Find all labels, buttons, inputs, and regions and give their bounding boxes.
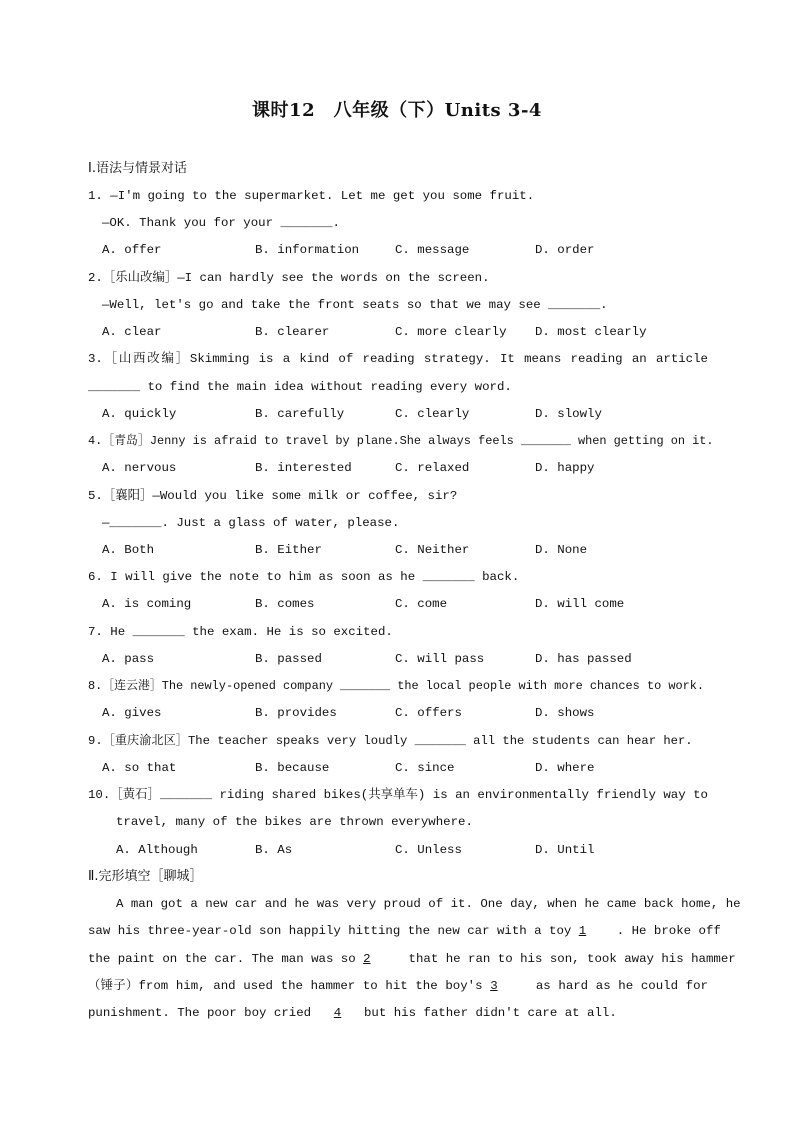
option-a[interactable]: A. offer — [102, 243, 162, 257]
option-c[interactable]: C. will pass — [395, 652, 485, 666]
option-c[interactable]: C. message — [395, 243, 470, 257]
question-5-reply: —_______. Just a glass of water, please. — [102, 516, 400, 530]
passage-text: punishment. The poor boy cried — [88, 1006, 319, 1020]
passage-text: . He broke off — [616, 924, 721, 938]
option-c[interactable]: C. offers — [395, 706, 462, 720]
question-6-text: 6. I will give the note to him as soon as he _______ back. — [88, 570, 520, 584]
passage-line-1: A man got a new car and he was very proud of it. One day, when he came back home, he — [116, 897, 741, 911]
question-2-text: 2.［乐山改编］—I can hardly see the words on the screen. — [88, 271, 490, 285]
blank-2[interactable]: 2 — [363, 952, 371, 966]
option-d[interactable]: D. slowly — [535, 407, 602, 421]
option-a[interactable]: A. is coming — [102, 597, 192, 611]
question-4-text: 4.［青岛］Jenny is afraid to travel by plane.She always feels _______ when getting on it. — [88, 434, 714, 448]
question-10-text-continued: travel, many of the bikes are thrown everywhere. — [116, 815, 473, 829]
passage-text: the paint on the car. The man was so — [88, 952, 364, 966]
option-d[interactable]: D. shows — [535, 706, 595, 720]
option-a[interactable]: A. gives — [102, 706, 162, 720]
passage-text: saw his three-year-old son happily hitting the new car with a toy — [88, 924, 579, 938]
question-3-text: 3.［山西改编］Skimming is a kind of reading strategy. It means reading an article — [88, 352, 708, 366]
option-d[interactable]: D. most clearly — [535, 325, 647, 339]
passage-text: that he ran to his son, took away his hammer — [401, 952, 736, 966]
question-3-text-continued: _______ to find the main idea without reading every word. — [88, 380, 512, 394]
option-b[interactable]: B. interested — [255, 461, 352, 475]
blank-4[interactable]: 4 — [333, 1006, 342, 1020]
option-c[interactable]: C. come — [395, 597, 448, 611]
option-b[interactable]: B. because — [255, 761, 330, 775]
option-c[interactable]: C. clearly — [395, 407, 470, 421]
option-c[interactable]: C. Neither — [395, 543, 470, 557]
blank-3[interactable]: 3 — [490, 979, 498, 993]
option-c[interactable]: C. relaxed — [395, 461, 470, 475]
question-2-reply: —Well, let's go and take the front seats so that we may see _______. — [102, 298, 608, 312]
option-b[interactable]: B. clearer — [255, 325, 330, 339]
passage-line-5 — [88, 1004, 708, 1022]
passage-text: as hard as he could for — [528, 979, 708, 993]
question-9-text: 9.［重庆渝北区］The teacher speaks very loudly _______ all the students can hear her. — [88, 734, 693, 748]
option-d[interactable]: D. happy — [535, 461, 595, 475]
option-d[interactable]: D. None — [535, 543, 588, 557]
page-title: 课时12 八年级（下）Units 3-4 — [252, 100, 542, 121]
option-d[interactable]: D. will come — [535, 597, 625, 611]
option-b[interactable]: B. As — [255, 843, 293, 857]
question-1-text: 1. —I'm going to the supermarket. Let me get you some fruit. — [88, 189, 535, 203]
passage-line-2 — [88, 922, 721, 940]
option-a[interactable]: A. quickly — [102, 407, 177, 421]
option-b[interactable]: B. comes — [255, 597, 315, 611]
option-a[interactable]: A. so that — [102, 761, 177, 775]
option-a[interactable]: A. pass — [102, 652, 155, 666]
passage-text: but his father didn't care at all. — [356, 1006, 617, 1020]
option-d[interactable]: D. has passed — [535, 652, 632, 666]
passage-line-3 — [88, 950, 736, 968]
option-a[interactable]: A. clear — [102, 325, 162, 339]
option-a[interactable]: A. Both — [102, 543, 155, 557]
section-2-heading: Ⅱ.完形填空［聊城］ — [88, 869, 203, 884]
passage-line-4 — [88, 977, 708, 995]
option-b[interactable]: B. carefully — [255, 407, 345, 421]
option-c[interactable]: C. Unless — [395, 843, 462, 857]
option-c[interactable]: C. more clearly — [395, 325, 507, 339]
question-7-text: 7. He _______ the exam. He is so excited. — [88, 625, 393, 639]
option-a[interactable]: A. Although — [116, 843, 198, 857]
blank-1[interactable]: 1 — [578, 924, 587, 938]
section-1-heading: Ⅰ.语法与情景对话 — [88, 161, 187, 176]
option-b[interactable]: B. information — [255, 243, 360, 257]
option-b[interactable]: B. Either — [255, 543, 322, 557]
option-d[interactable]: D. order — [535, 243, 595, 257]
passage-text: （锤子）from him, and used the hammer to hit the boy's — [88, 979, 491, 993]
question-5-text: 5.［襄阳］—Would you like some milk or coffee, sir? — [88, 489, 458, 503]
option-b[interactable]: B. passed — [255, 652, 322, 666]
question-10-text: 10.［黄石］_______ riding shared bikes(共享单车) is an environmentally friendly way to — [88, 788, 708, 802]
question-1-reply: —OK. Thank you for your _______. — [102, 216, 340, 230]
option-c[interactable]: C. since — [395, 761, 455, 775]
question-8-text: 8.［连云港］The newly-opened company _______ the local people with more chances to work. — [88, 679, 705, 693]
option-b[interactable]: B. provides — [255, 706, 337, 720]
option-d[interactable]: D. Until — [535, 843, 595, 857]
option-a[interactable]: A. nervous — [102, 461, 177, 475]
option-d[interactable]: D. where — [535, 761, 595, 775]
